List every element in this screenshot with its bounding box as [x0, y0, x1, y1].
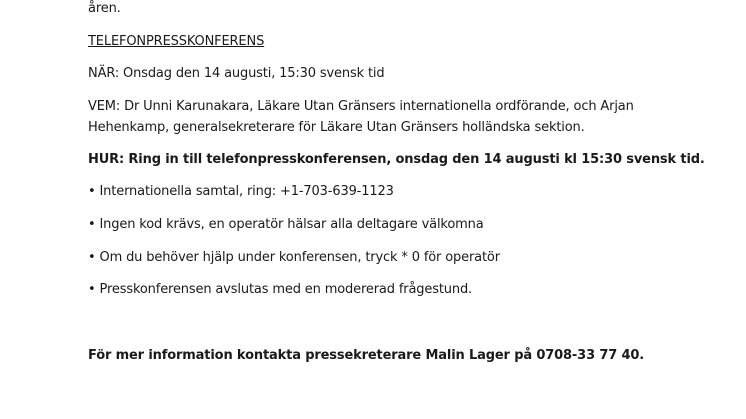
who-label: VEM	[88, 99, 116, 114]
who-text: : Dr Unni Karunakara, Läkare Utan Gränsers internationella ordförande, och Arjan Hehenkamp, generalsekreterare för Läkare Utan Gränsers holländska sektion.	[88, 99, 634, 135]
when-label: NÄR	[88, 66, 115, 81]
top-fragment: åren.	[88, 1, 121, 16]
bullet-item: • Om du behöver hjälp under konferensen, tryck * 0 för operatör	[88, 250, 500, 265]
when-line	[88, 63, 384, 84]
contact-line: För mer information kontakta pressekreterare Malin Lager på 0708-33 77 40.	[88, 348, 645, 363]
how-label: HUR	[88, 152, 119, 167]
how-text: : Ring in till telefonpresskonferensen, onsdag den 14 augusti kl 15:30 svensk tid.	[119, 152, 705, 167]
bullet-item: • Ingen kod krävs, en operatör hälsar alla deltagare välkomna	[88, 217, 484, 232]
when-text: : Onsdag den 14 augusti,	[114, 66, 276, 81]
when-time: 15:30 svensk tid	[279, 66, 385, 81]
bullet-item: • Internationella samtal, ring: +1-703-639-1123	[88, 184, 394, 199]
how-line	[88, 149, 705, 170]
bullet-item: • Presskonferensen avslutas med en modererad frågestund.	[88, 282, 473, 297]
section-heading: TELEFONPRESSKONFERENS	[88, 34, 265, 49]
who-paragraph	[88, 96, 648, 138]
